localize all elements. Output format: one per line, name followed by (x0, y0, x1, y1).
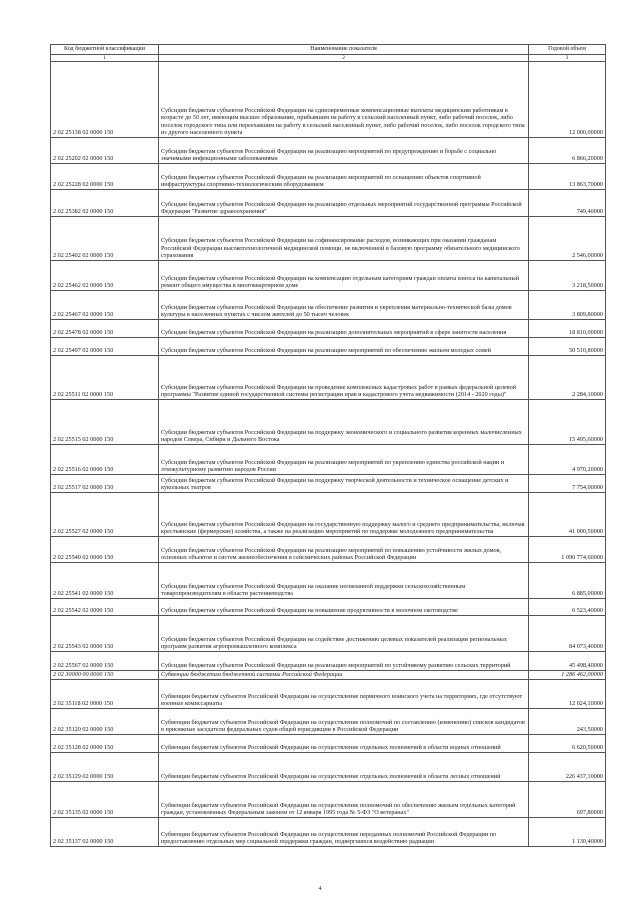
row-amount: 6 620,50000 (529, 735, 606, 753)
row-amount: 13 863,70000 (529, 164, 606, 190)
row-name: Субсидии бюджетам субъектов Российской Федерации на государственную поддержку малого и среднего предпринимательства, включая крестьянские (фермерские) хозяйства, а также на реализацию мероприятий по поддержке молодежного предпринимательства (159, 493, 529, 537)
row-name: Субсидии бюджетам субъектов Российской Федерации на реализацию мероприятий по устойчивому развитию сельских территорий (159, 652, 529, 671)
row-code: 2 02 35128 02 0000 150 (51, 735, 159, 753)
row-amount: 50 510,80000 (529, 338, 606, 356)
table-row (51, 753, 606, 782)
row-amount: 6 866,20000 (529, 138, 606, 164)
row-code: 2 02 25527 02 0000 150 (51, 493, 159, 537)
table-row (51, 320, 606, 338)
table-row (51, 190, 606, 217)
row-name: Субсидии бюджетам субъектов Российской Федерации на компенсацию отдельным категориям граждан оплаты взноса на капитальный ремонт общего имущества в многоквартирном доме (159, 261, 529, 291)
row-amount: 3 218,50000 (529, 261, 606, 291)
row-name: Субвенции бюджетам субъектов Российской Федерации на осуществление отдельных полномочий в области водных отношений (159, 735, 529, 753)
table-row (51, 338, 606, 356)
table-row (51, 735, 606, 753)
row-name: Субвенции бюджетам бюджетной системы Российской Федерации (159, 671, 529, 680)
row-name: Субвенции бюджетам субъектов Российской Федерации на осуществление полномочий по обеспечению жильем отдельных категорий граждан, установленных Федеральным законом от 12 января 1995 года № 5-ФЗ "О ветеранах" (159, 782, 529, 818)
row-amount: 243,50000 (529, 709, 606, 735)
row-name: Субсидии бюджетам субъектов Российской Федерации на реализацию дополнительных мероприятий в сфере занятости населения (159, 320, 529, 338)
row-name: Субсидии бюджетам субъектов Российской Федерации на поддержку творческой деятельности и техническое оснащение детских и кукольных театров (159, 475, 529, 493)
table-row (51, 563, 606, 599)
row-amount: 45 498,40000 (529, 652, 606, 671)
row-code: 2 02 25540 02 0000 150 (51, 537, 159, 563)
table-row (51, 475, 606, 493)
row-code: 2 02 25382 02 0000 150 (51, 190, 159, 217)
row-amount: 15 495,60000 (529, 400, 606, 445)
table-row (51, 671, 606, 680)
row-code: 2 02 25541 02 0000 150 (51, 563, 159, 599)
row-name: Субсидии бюджетам субъектов Российской Федерации на реализацию мероприятий по предупреждению и борьбе с социально значимыми инфекционными заболеваниями (159, 138, 529, 164)
row-amount: 1 286 462,00000 (529, 671, 606, 680)
row-code: 2 02 25228 02 0000 150 (51, 164, 159, 190)
row-code: 2 02 35137 02 0000 150 (51, 818, 159, 847)
table-row (51, 400, 606, 445)
row-name: Субсидии бюджетам субъектов Российской Федерации на реализацию мероприятий по оснащению объектов спортивной инфраструктуры спортивно-технологическим оборудованием (159, 164, 529, 190)
row-name: Субсидии бюджетам субъектов Российской Федерации на реализацию отдельных мероприятий государственной программы Российской Федерации "Развитие здравоохранения" (159, 190, 529, 217)
row-amount: 226 437,10000 (529, 753, 606, 782)
row-amount: 18 810,00000 (529, 320, 606, 338)
row-amount: 2 546,00000 (529, 217, 606, 261)
budget-table (50, 44, 606, 847)
row-name: Субвенции бюджетам субъектов Российской Федерации на осуществление первичного воинского учета на территориях, где отсутствуют военные комиссариаты (159, 680, 529, 709)
table-row (51, 445, 606, 475)
row-name: Субвенции бюджетам субъектов Российской Федерации на осуществление полномочий по составлению (изменению) списков кандидатов в присяжные заседатели федеральных судов общей юрисдикции в Российской Федерации (159, 709, 529, 735)
table-row (51, 62, 606, 138)
row-code: 2 02 25497 02 0000 150 (51, 338, 159, 356)
table-row (51, 217, 606, 261)
table-row (51, 680, 606, 709)
row-code: 2 02 25462 02 0000 150 (51, 261, 159, 291)
row-code: 2 02 25202 02 0000 150 (51, 138, 159, 164)
row-code: 2 02 25567 02 0000 150 (51, 652, 159, 671)
row-amount: 3 809,80000 (529, 291, 606, 320)
row-amount: 1 130,40000 (529, 818, 606, 847)
row-name: Субвенции бюджетам субъектов Российской Федерации на осуществление отдельных полномочий в области лесных отношений (159, 753, 529, 782)
row-amount: 6 523,40000 (529, 599, 606, 616)
row-code: 2 02 25517 02 0000 150 (51, 475, 159, 493)
row-code: 2 02 25542 02 0000 150 (51, 599, 159, 616)
row-code: 2 02 25402 02 0000 150 (51, 217, 159, 261)
row-amount: 7 754,00000 (529, 475, 606, 493)
table-row (51, 138, 606, 164)
row-code: 2 02 30000 00 0000 150 (51, 671, 159, 680)
table-row (51, 261, 606, 291)
row-name: Субсидии бюджетам субъектов Российской Федерации на оказание несвязанной поддержки сельскохозяйственным товаропроизводителям в области растениеводства (159, 563, 529, 599)
table-row (51, 164, 606, 190)
column-number-row (51, 55, 606, 62)
row-name: Субвенции бюджетам субъектов Российской Федерации на осуществление переданных полномочий Российской Федерации по предоставлению отдельных мер социальной поддержки граждан, подвергшихся воздействию радиации (159, 818, 529, 847)
row-amount: 6 885,00000 (529, 563, 606, 599)
row-amount: 2 284,10000 (529, 356, 606, 400)
row-code: 2 02 35129 02 0000 150 (51, 753, 159, 782)
row-name: Субсидии бюджетам субъектов Российской Федерации на единовременные компенсационные выплаты медицинским работникам в возрасте до 50 лет, имеющим высшее образование, прибывшим на работу в сельский населенный пункт, либо рабочий поселок, либо поселок городского типа или переехавшим на работу в сельский населенный пункт, либо рабочий поселок, либо поселок городского типа из другого населенного пункта (159, 62, 529, 138)
table-row (51, 818, 606, 847)
row-code: 2 02 25467 02 0000 150 (51, 291, 159, 320)
row-name: Субсидии бюджетам субъектов Российской Федерации на обеспечение развития и укрепления материально-технической базы домов культуры в населенных пунктах с числом жителей до 50 тысяч человек (159, 291, 529, 320)
row-amount: 12 000,00000 (529, 62, 606, 138)
row-name: Субсидии бюджетам субъектов Российской Федерации на софинансирование расходов, возникающих при оказании гражданам Российской Федерации высокотехнологичной медицинской помощи, не включенной в базовую программу обязательного медицинского страхования (159, 217, 529, 261)
row-name: Субсидии бюджетам субъектов Российской Федерации на поддержку экономического и социального развития коренных малочисленных народов Севера, Сибири и Дальнего Востока (159, 400, 529, 445)
table-row (51, 356, 606, 400)
table-row (51, 709, 606, 735)
table-row (51, 782, 606, 818)
row-name: Субсидии бюджетам субъектов Российской Федерации на повышение продуктивности в молочном скотоводстве (159, 599, 529, 616)
row-amount: 697,80000 (529, 782, 606, 818)
row-amount: 4 970,20000 (529, 445, 606, 475)
table-header-row (51, 45, 606, 55)
header-name: Наименование показателя (159, 45, 529, 55)
row-amount: 1 090 774,60000 (529, 537, 606, 563)
row-code: 2 02 35120 02 0000 150 (51, 709, 159, 735)
header-code: Код бюджетной классификации (51, 45, 159, 55)
table-row (51, 599, 606, 616)
row-code: 2 02 25516 02 0000 150 (51, 445, 159, 475)
table-row (51, 291, 606, 320)
row-code: 2 02 35118 02 0000 150 (51, 680, 159, 709)
row-code: 2 02 25515 02 0000 150 (51, 400, 159, 445)
header-amount: Годовой объем (529, 45, 606, 55)
table-row (51, 493, 606, 537)
table-row (51, 537, 606, 563)
column-number-1: 1 (51, 55, 159, 62)
table-row (51, 616, 606, 652)
table-row (51, 652, 606, 671)
page-number: 4 (318, 886, 322, 892)
row-amount: 749,40000 (529, 190, 606, 217)
row-name: Субсидии бюджетам субъектов Российской Федерации на реализацию мероприятий по укреплению единства российской нации и этнокультурному развитию народов России (159, 445, 529, 475)
document-page (50, 44, 605, 847)
row-name: Субсидии бюджетам субъектов Российской Федерации на реализацию мероприятий по обеспечению жильем молодых семей (159, 338, 529, 356)
budget-table-body (51, 45, 606, 847)
row-name: Субсидии бюджетам субъектов Российской Федерации на проведение комплексных кадастровых работ в рамках федеральной целевой программы "Развитие единой государственной системы регистрации прав и кадастрового учета недвижимости (2014 - 2020 годы)" (159, 356, 529, 400)
row-code: 2 02 25138 02 0000 150 (51, 62, 159, 138)
row-code: 2 02 35135 02 0000 150 (51, 782, 159, 818)
row-amount: 84 073,40000 (529, 616, 606, 652)
row-amount: 41 000,50000 (529, 493, 606, 537)
row-code: 2 02 25511 02 0000 150 (51, 356, 159, 400)
row-code: 2 02 25478 02 0000 150 (51, 320, 159, 338)
row-name: Субсидии бюджетам субъектов Российской Федерации на содействие достижению целевых показателей реализации региональных программ развития агропромышленного комплекса (159, 616, 529, 652)
row-name: Субсидии бюджетам субъектов Российской Федерации на реализацию мероприятий по повышению устойчивости жилых домов, основных объектов и систем жизнеобеспечения в сейсмических районах Российской Федерации (159, 537, 529, 563)
column-number-2: 2 (159, 55, 529, 62)
row-code: 2 02 25543 02 0000 150 (51, 616, 159, 652)
row-amount: 12 024,10000 (529, 680, 606, 709)
column-number-3: 3 (529, 55, 606, 62)
